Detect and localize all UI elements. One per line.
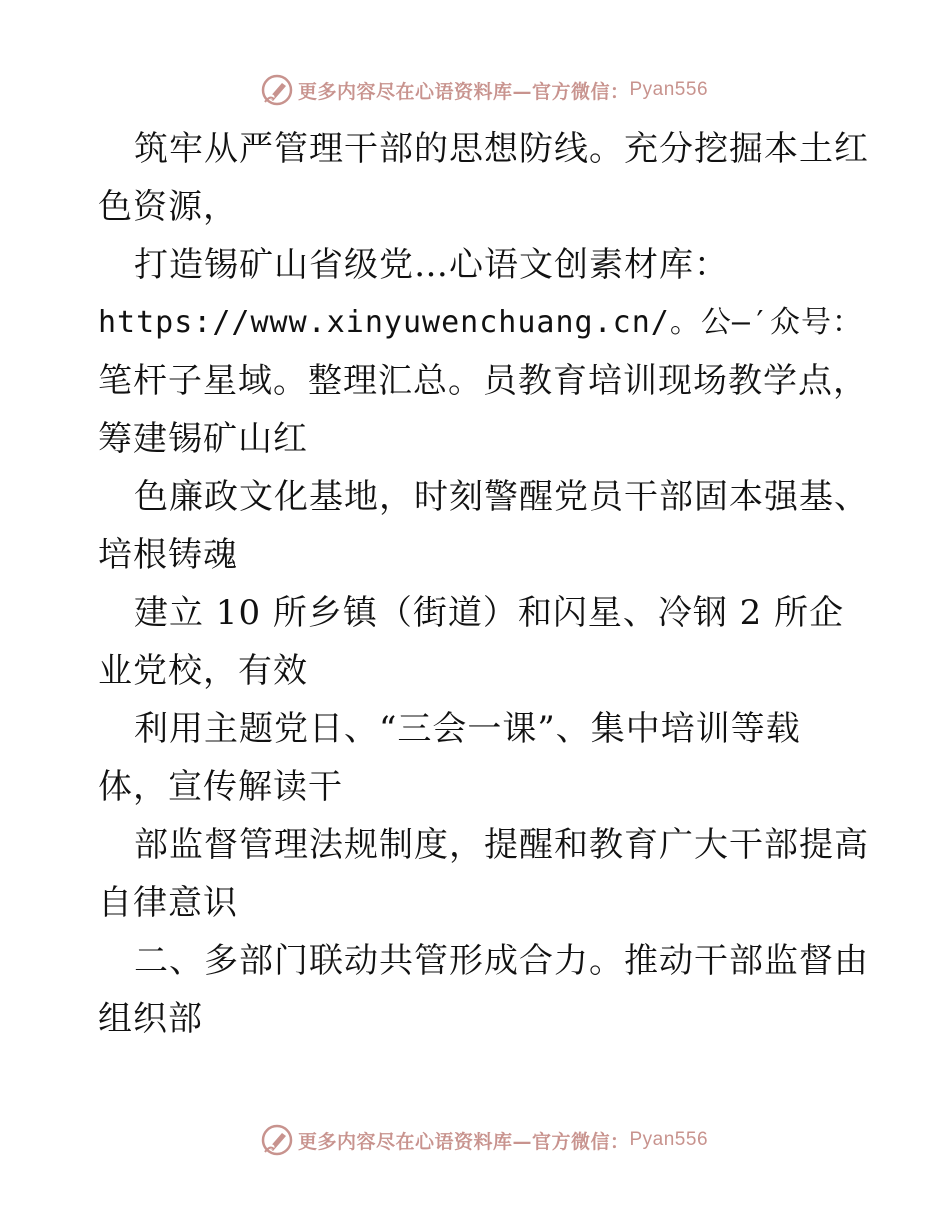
- watermark-text: 更多内容尽在心语资料库—官方微信：: [297, 1130, 630, 1153]
- footer-watermark-content: [260, 1123, 708, 1157]
- watermark-id: Pyan556: [629, 79, 709, 100]
- text-line-url: https://www.xinyuwenchuang.cn/。公—′众号：: [98, 305, 863, 340]
- text-line: 筑牢从严管理干部的思想防线。充分挖掘本土红: [134, 129, 869, 169]
- text-line: 二、多部门联动共管形成合力。推动干部监督由: [134, 941, 869, 981]
- text-line: 利用主题党日、“三会一课”、集中培训等载: [134, 709, 801, 749]
- text-line: 自律意识: [98, 883, 238, 923]
- header-watermark: [0, 68, 950, 112]
- pen-nib-logo-icon: [260, 73, 294, 107]
- header-watermark-content: [260, 73, 708, 107]
- text-line: 建立 10 所乡镇（街道）和闪星、冷钢 2 所企: [134, 593, 845, 633]
- watermark-id: Pyan556: [629, 1129, 709, 1150]
- text-line: 体，宣传解读干: [98, 767, 343, 807]
- text-line: 部监督管理法规制度，提醒和教育广大干部提高: [134, 825, 869, 865]
- document-body: [98, 120, 868, 1048]
- footer-watermark: [0, 1118, 950, 1162]
- pen-nib-logo-icon: [260, 1123, 294, 1157]
- text-line: 组织部: [98, 999, 203, 1039]
- text-line: 筹建锡矿山红: [98, 419, 308, 459]
- text-line: 打造锡矿山省级党…心语文创素材库：: [134, 245, 729, 285]
- text-line: 色廉政文化基地，时刻警醒党员干部固本强基、: [134, 477, 869, 517]
- text-line: 色资源，: [98, 187, 238, 227]
- watermark-text: 更多内容尽在心语资料库—官方微信：: [297, 80, 630, 103]
- text-line: 业党校，有效: [98, 651, 308, 691]
- text-line: 培根铸魂: [98, 535, 238, 575]
- text-line: 笔杆子星域。整理汇总。员教育培训现场教学点，: [98, 361, 868, 401]
